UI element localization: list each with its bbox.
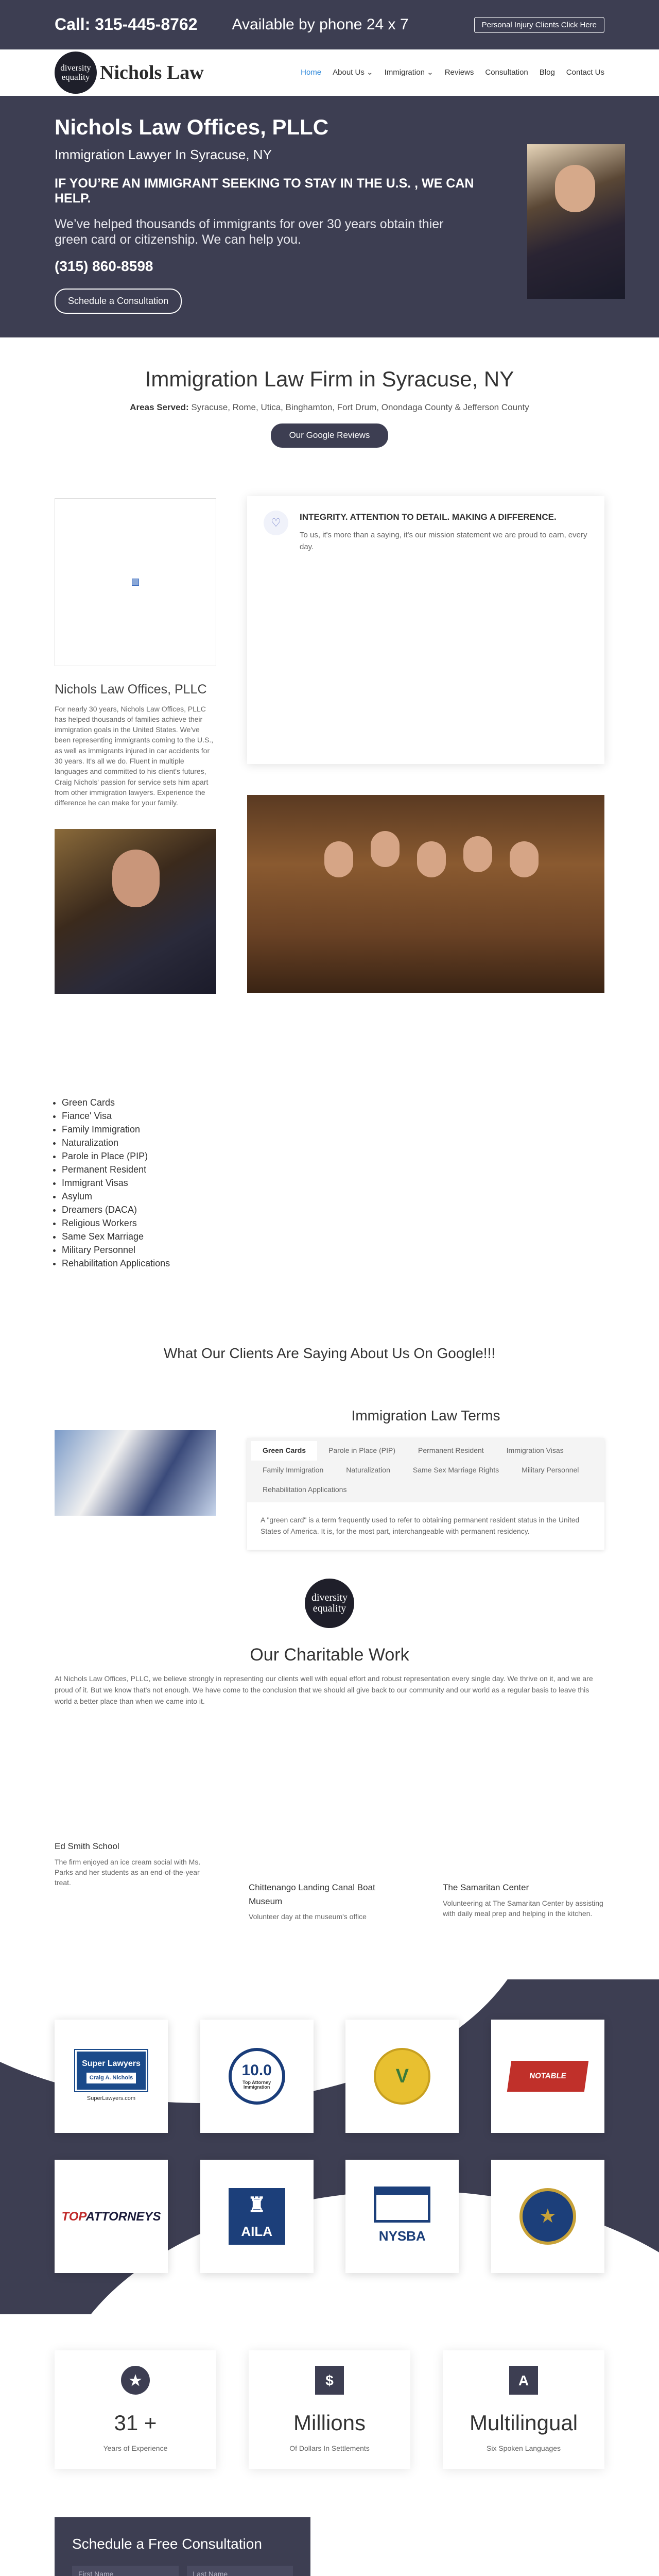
form-title: Schedule a Free Consultation	[72, 2536, 262, 2552]
nav-about[interactable]	[333, 66, 373, 78]
gold-award-badge[interactable]	[345, 2020, 459, 2133]
practice-area-item[interactable]: • Same Sex Marriage	[62, 1230, 216, 1243]
awards-grid	[55, 1979, 604, 2273]
areas-list: Syracuse, Rome, Utica, Binghamton, Fort Drum, Onondaga County & Jefferson County	[191, 402, 529, 413]
stat-card	[249, 2350, 410, 2469]
tab-same-sex-marriage[interactable]: Same Sex Marriage Rights	[412, 1465, 499, 1474]
seal-badge[interactable]	[491, 2160, 604, 2273]
about-description: For nearly 30 years, Nichols Law Offices, PLLC has helped thousands of families achieve their immigration goals in the United States. We've been representing immigrants coming to the U.S., as well as immigrants injured in car accidents for 30 years. It's all we do. Fluent in multiple languages and committed to his client's futures, Craig Nichols' passion for service sets him apart from other immigration lawyers. Experience the difference he can make for your family.	[55, 704, 214, 807]
stat-card	[443, 2350, 604, 2469]
about-firm-name: Nichols Law Offices, PLLC	[55, 682, 207, 697]
charity-logo-line2: equality	[313, 1602, 346, 1614]
nav-immigration[interactable]	[385, 66, 433, 78]
heart-chat-icon: ♡	[264, 511, 288, 535]
nav-menu	[301, 66, 604, 78]
tab-parole-in-place[interactable]: Parole in Place (PIP)	[328, 1446, 395, 1455]
tab-family-immigration[interactable]: Family Immigration	[263, 1465, 324, 1474]
terms-body: A "green card" is a term frequently used to refer to obtaining permanent resident status in the United States of America. It is, for the most part, interchangeable with permanent residency.	[261, 1516, 580, 1536]
about-row	[55, 498, 604, 1270]
stat-value: 31 +	[114, 2411, 157, 2435]
practice-area-item[interactable]: • Rehabilitation Applications	[62, 1257, 216, 1270]
aila-badge[interactable]	[200, 2160, 314, 2273]
avvo-rating-badge[interactable]	[200, 2020, 314, 2133]
hero-phone[interactable]: (315) 860-8598	[55, 258, 153, 274]
practice-area-item[interactable]: • Dreamers (DACA)	[62, 1203, 216, 1216]
nav-reviews[interactable]: Reviews	[444, 68, 474, 77]
form-fields	[72, 2566, 293, 2576]
integrity-title: INTEGRITY. ATTENTION TO DETAIL. MAKING A DIFFERENCE.	[300, 512, 557, 522]
testimonials-title: What Our Clients Are Saying About Us On Google!!!	[163, 1345, 496, 1361]
courthouse-icon	[374, 2187, 430, 2223]
aila-label: AILA	[241, 2224, 272, 2240]
top-attorneys-badge[interactable]	[55, 2160, 168, 2273]
practice-area-item[interactable]: • Family Immigration	[62, 1123, 216, 1136]
super-lawyers-name: Craig A. Nichols	[86, 2073, 136, 2083]
attorney-photo	[527, 144, 625, 299]
stat-caption: Years of Experience	[103, 2444, 168, 2452]
charity-title: Our Charitable Work	[250, 1645, 409, 1665]
nysba-badge[interactable]	[345, 2160, 459, 2273]
areas-label: Areas Served:	[130, 402, 189, 413]
logo-circle-line2: equality	[61, 72, 90, 82]
tab-immigration-visas[interactable]: Immigration Visas	[506, 1446, 564, 1455]
nav-blog[interactable]: Blog	[539, 68, 555, 77]
about-left-column	[55, 498, 216, 1270]
practice-area-item[interactable]: • Green Cards	[62, 1096, 216, 1109]
terms-right-column	[247, 1404, 604, 1550]
first-name-field[interactable]	[72, 2566, 179, 2576]
consultation-form	[55, 2517, 310, 2576]
eagle-seal-icon: ★	[519, 2188, 576, 2245]
practice-area-item[interactable]: • Parole in Place (PIP)	[62, 1149, 216, 1163]
practice-area-item[interactable]: • Religious Workers	[62, 1216, 216, 1230]
charity-item-name: Chittenango Landing Canal Boat Museum	[249, 1883, 375, 1906]
hero-text	[55, 96, 477, 337]
top-availability: Available by phone 24 x 7	[232, 15, 409, 33]
top-attorneys-top: TOP	[61, 2209, 86, 2224]
schedule-consultation-button[interactable]: Schedule a Consultation	[55, 289, 182, 314]
notable-badge[interactable]	[491, 2020, 604, 2133]
personal-injury-button[interactable]: Personal Injury Clients Click Here	[474, 17, 604, 33]
integrity-card	[247, 496, 604, 764]
about-right-column	[247, 498, 604, 1270]
stat-caption: Six Spoken Languages	[487, 2444, 561, 2452]
gold-award-seal: V	[374, 2048, 430, 2105]
aila-logo	[229, 2188, 285, 2245]
charity-item	[55, 1840, 216, 1922]
charity-item-name: The Samaritan Center	[443, 1883, 529, 1893]
map-pin-icon	[132, 579, 139, 586]
nav-consultation[interactable]: Consultation	[485, 68, 528, 77]
practice-area-item[interactable]: • Permanent Resident	[62, 1163, 216, 1176]
super-lawyers-badge[interactable]	[55, 2020, 168, 2133]
practice-area-item[interactable]: • Immigrant Visas	[62, 1176, 216, 1190]
charity-item-name: Ed Smith School	[55, 1841, 119, 1852]
medal-icon: ★	[121, 2366, 150, 2395]
logo-text: Nichols Law	[100, 61, 204, 83]
super-lawyers-url: SuperLawyers.com	[86, 2095, 136, 2102]
terms-tabs-panel	[247, 1438, 604, 1549]
nav-about-label: About Us	[333, 68, 365, 77]
areas-served	[55, 401, 604, 414]
nysba-label: NYSBA	[378, 2228, 426, 2244]
practice-area-item[interactable]: • Fiance' Visa	[62, 1109, 216, 1123]
hero-section	[0, 96, 659, 337]
practice-area-item[interactable]: • Asylum	[62, 1190, 216, 1203]
super-lawyers-label: Super Lawyers	[82, 2059, 141, 2068]
charity-list	[55, 1840, 604, 1922]
site-logo[interactable]	[55, 52, 204, 94]
logo-circle	[55, 52, 97, 94]
super-lawyers-logo	[75, 2050, 147, 2091]
attorney-portrait	[55, 829, 216, 994]
logo-circle-line1: diversity	[60, 63, 91, 73]
practice-area-item[interactable]: • Naturalization	[62, 1136, 216, 1149]
charity-item-text: Volunteering at The Samaritan Center by assisting with daily meal prep and helping in the kitchen.	[443, 1899, 603, 1918]
nav-home[interactable]: Home	[301, 68, 322, 77]
top-attorneys-logo	[62, 2207, 161, 2226]
google-reviews-button[interactable]: Our Google Reviews	[271, 423, 388, 447]
nysba-logo	[374, 2187, 430, 2246]
top-bar	[0, 0, 659, 49]
terms-left-column	[55, 1404, 216, 1550]
nav-contact[interactable]: Contact Us	[566, 68, 604, 77]
main-navigation	[0, 49, 659, 96]
terms-title: Immigration Law Terms	[351, 1407, 500, 1423]
tab-permanent-resident[interactable]: Permanent Resident	[418, 1446, 484, 1455]
charity-item-text: The firm enjoyed an ice cream social with Ms. Parks and her students as an end-of-the-year treat.	[55, 1857, 201, 1887]
charity-logo-line1: diversity	[311, 1591, 348, 1603]
chevron-down-icon: ⌄	[427, 68, 433, 77]
team-photo	[247, 795, 604, 993]
avvo-rating-caption: Top Attorney Immigration	[242, 2080, 271, 2090]
language-icon: A	[509, 2366, 538, 2395]
chevron-down-icon: ⌄	[367, 68, 373, 77]
tab-military-personnel[interactable]: Military Personnel	[522, 1465, 579, 1474]
stat-card	[55, 2350, 216, 2469]
stat-caption: Of Dollars In Settlements	[289, 2444, 370, 2452]
tab-rehabilitation[interactable]: Rehabilitation Applications	[263, 1485, 347, 1494]
consultation-photo	[55, 1430, 216, 1516]
office-map[interactable]	[55, 498, 216, 666]
firm-title: Immigration Law Firm in Syracuse, NY	[145, 367, 514, 391]
stats-row	[55, 2350, 604, 2469]
charity-item-text: Volunteer day at the museum's office	[249, 1912, 367, 1921]
stat-value: Multilingual	[469, 2411, 578, 2435]
dollar-document-icon: $	[315, 2366, 344, 2395]
last-name-field[interactable]	[187, 2566, 293, 2576]
avvo-rating-value: 10.0	[241, 2062, 272, 2079]
liberty-icon: ♜	[247, 2194, 266, 2217]
notable-ribbon: NOTABLE	[507, 2061, 588, 2092]
practice-area-item[interactable]: • Military Personnel	[62, 1243, 216, 1257]
hero-callout: IF YOU’RE AN IMMIGRANT SEEKING TO STAY IN THE U.S. , WE CAN HELP.	[55, 176, 474, 206]
integrity-text: To us, it's more than a saying, it's our mission statement we are proud to earn, every day.	[300, 531, 587, 552]
tab-naturalization[interactable]: Naturalization	[346, 1465, 390, 1474]
top-attorneys-word: ATTORNEYS	[85, 2209, 161, 2224]
charity-item	[249, 1881, 410, 1922]
tab-green-cards[interactable]: Green Cards	[251, 1441, 317, 1461]
hero-subtitle: Immigration Lawyer In Syracuse, NY	[55, 147, 272, 163]
terms-tabs	[247, 1438, 604, 1502]
awards-section	[0, 1979, 659, 2314]
nav-immigration-label: Immigration	[384, 68, 425, 77]
practice-areas-list	[55, 1096, 216, 1270]
top-phone[interactable]: Call: 315-445-8762	[55, 15, 198, 34]
hero-body: We’ve helped thousands of immigrants for over 30 years obtain thier green card or citizenship. We can help you.	[55, 216, 444, 247]
charity-text: At Nichols Law Offices, PLLC, we believe strongly in representing our clients well with equal effort and robust representation every single day. We thrive on it, and we are proud of it. But we know that's not enough. We have come to the conclusion that we should all give back to our community and our world as a regular basis to leave this world a better place than when we came into it.	[55, 1674, 593, 1705]
charity-logo	[305, 1579, 354, 1628]
charity-item	[443, 1881, 604, 1922]
hero-title: Nichols Law Offices, PLLC	[55, 115, 329, 139]
terms-row	[55, 1404, 604, 1550]
stat-value: Millions	[293, 2411, 366, 2435]
avvo-rating-seal	[229, 2048, 285, 2105]
